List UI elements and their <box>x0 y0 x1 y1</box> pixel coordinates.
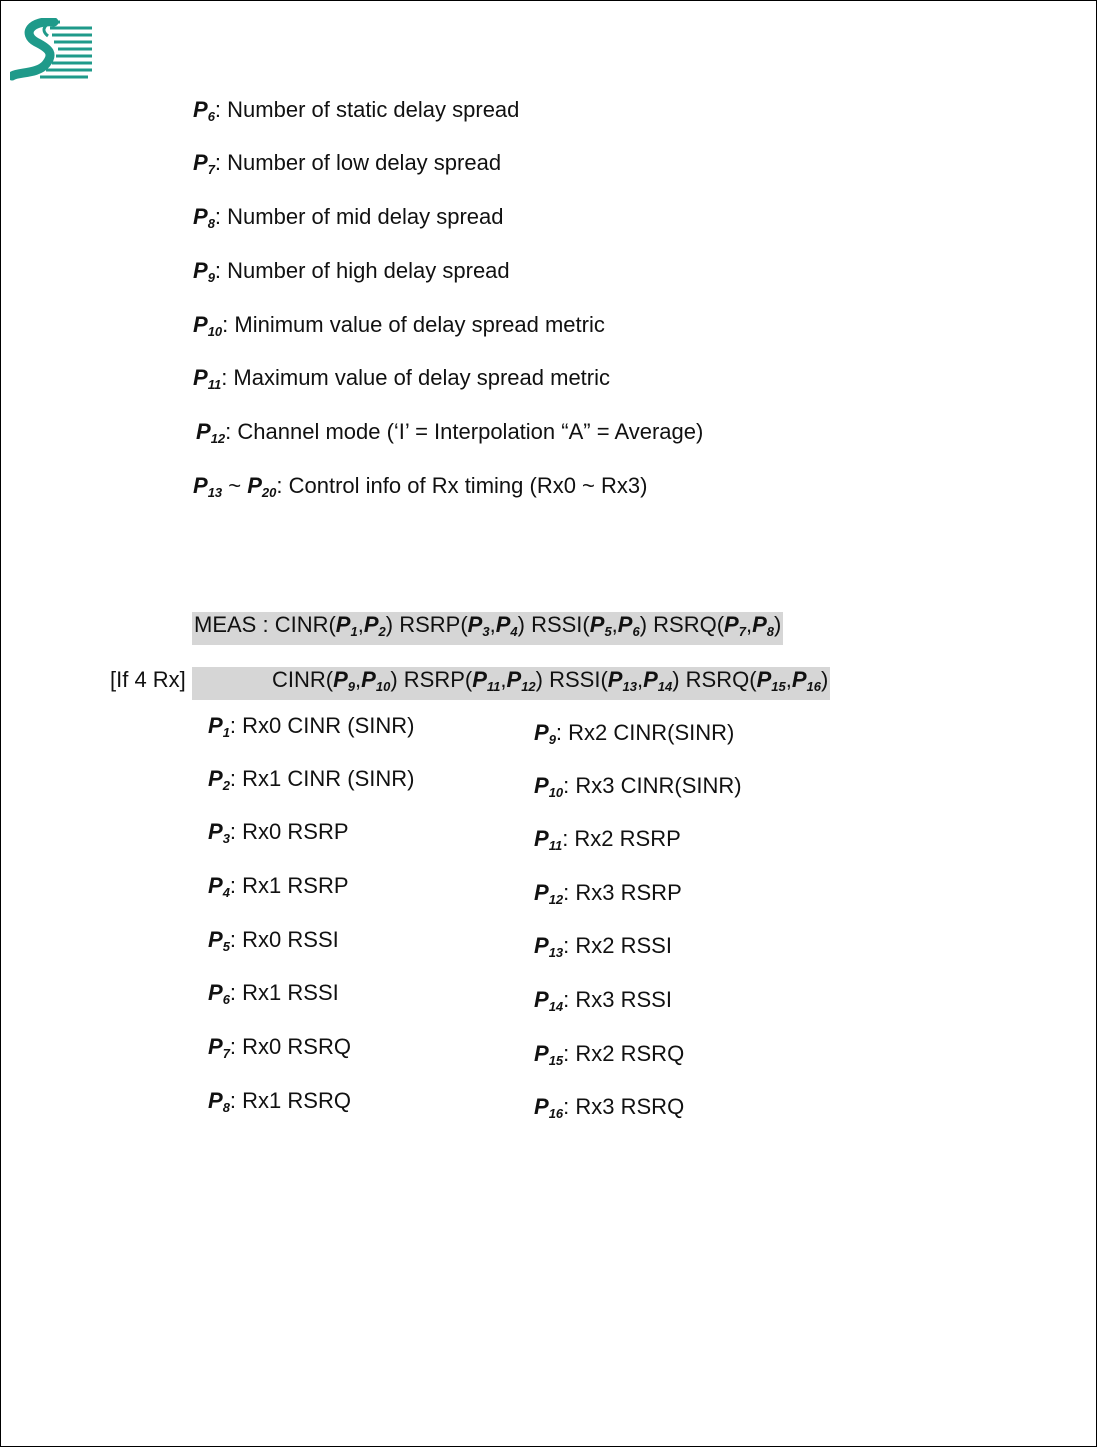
param-letter: P <box>247 473 262 498</box>
param-letter: P <box>534 933 549 958</box>
param-letter: P <box>534 880 549 905</box>
param-symbol <box>792 667 821 692</box>
parameter-item <box>193 365 610 398</box>
param-symbol <box>196 419 225 444</box>
param-subscript: 13 <box>548 945 564 960</box>
param-symbol <box>208 980 230 1005</box>
param-symbol <box>534 826 562 851</box>
parameter-item <box>208 1088 351 1121</box>
param-symbol <box>193 365 221 390</box>
param-letter: P <box>589 612 605 637</box>
range-separator: ~ <box>222 473 248 498</box>
param-symbol <box>534 880 563 905</box>
parameter-item <box>193 312 605 345</box>
parameter-item <box>193 204 504 237</box>
parameter-item <box>208 1034 351 1067</box>
metric-name: ) RSRQ( <box>639 612 725 637</box>
param-subscript: 12 <box>548 892 564 907</box>
param-subscript: 15 <box>548 1053 564 1068</box>
parameter-item <box>534 880 682 913</box>
param-letter: P <box>208 980 223 1005</box>
four-rx-label: [If 4 Rx] <box>110 667 186 692</box>
param-symbol <box>208 1088 230 1113</box>
parameter-description: : Rx3 RSRP <box>563 880 682 905</box>
param-letter: P <box>335 612 351 637</box>
param-symbol <box>208 713 230 738</box>
param-letter: P <box>208 873 223 898</box>
metric-name: ) RSRP( <box>390 667 473 692</box>
comma: , <box>785 667 792 692</box>
param-subscript: 16 <box>806 679 821 694</box>
four-rx-formula <box>192 667 830 700</box>
closing-paren: ) <box>821 667 829 692</box>
param-subscript: 4 <box>510 624 518 639</box>
param-subscript: 6 <box>207 109 215 124</box>
closing-paren: ) <box>774 612 782 637</box>
comma: , <box>636 667 644 692</box>
param-symbol <box>534 720 556 745</box>
comma: , <box>489 612 496 637</box>
param-letter: P <box>534 826 549 851</box>
param-symbol <box>534 1094 563 1119</box>
comma: , <box>355 667 362 692</box>
param-subscript: 7 <box>222 1046 230 1061</box>
param-subscript: 8 <box>207 216 215 231</box>
param-symbol <box>534 933 563 958</box>
param-symbol <box>193 312 222 337</box>
param-subscript: 5 <box>604 624 612 639</box>
param-symbol <box>507 667 536 692</box>
comma: , <box>745 612 753 637</box>
metric-name: ) RSSI( <box>517 612 590 637</box>
meas-formula <box>192 612 783 645</box>
param-symbol <box>193 473 222 498</box>
parameter-item <box>534 1094 684 1127</box>
parameter-item <box>193 150 501 183</box>
param-letter: P <box>333 667 348 692</box>
parameter-description: : Number of static delay spread <box>214 97 520 122</box>
param-subscript: 1 <box>350 624 358 639</box>
parameter-item <box>208 873 349 906</box>
param-subscript: 4 <box>222 885 230 900</box>
param-letter: P <box>193 473 208 498</box>
param-symbol <box>534 987 563 1012</box>
parameter-item <box>193 258 510 291</box>
param-letter: P <box>208 927 223 952</box>
meas-prefix: MEAS : <box>194 612 275 637</box>
parameter-description: : Number of low delay spread <box>214 150 502 175</box>
param-subscript: 10 <box>375 679 391 694</box>
parameter-item <box>534 987 672 1020</box>
param-subscript: 7 <box>207 162 215 177</box>
param-subscript: 12 <box>210 431 226 446</box>
param-symbol <box>193 258 215 283</box>
param-symbol <box>724 612 746 637</box>
param-symbol <box>618 612 640 637</box>
param-letter: P <box>534 773 549 798</box>
param-subscript: 8 <box>766 624 775 639</box>
param-subscript: 11 <box>548 838 563 853</box>
param-symbol <box>472 667 500 692</box>
parameter-description: : Rx3 CINR(SINR) <box>563 773 742 798</box>
parameter-description: : Rx2 RSSI <box>563 933 672 958</box>
param-subscript: 13 <box>622 679 637 694</box>
param-letter: P <box>193 365 208 390</box>
param-subscript: 11 <box>207 377 222 392</box>
parameter-item <box>193 473 647 506</box>
param-subscript: 9 <box>207 270 215 285</box>
param-letter: P <box>791 667 807 692</box>
parameter-description: : Channel mode (‘I’ = Interpolation “A” = Average) <box>225 419 704 444</box>
param-letter: P <box>534 987 549 1012</box>
param-symbol <box>534 1041 563 1066</box>
param-letter: P <box>193 258 208 283</box>
param-symbol <box>364 612 386 637</box>
metric-name: CINR( <box>272 667 334 692</box>
parameter-description: : Rx3 RSSI <box>563 987 672 1012</box>
parameter-item <box>208 819 349 852</box>
parameter-description: : Maximum value of delay spread metric <box>221 365 611 390</box>
param-symbol <box>333 667 355 692</box>
param-subscript: 2 <box>378 624 386 639</box>
comma: , <box>500 667 507 692</box>
param-subscript: 9 <box>347 679 356 694</box>
parameter-description: : Number of mid delay spread <box>214 204 504 229</box>
param-symbol <box>336 612 358 637</box>
param-letter: P <box>724 612 739 637</box>
param-letter: P <box>193 312 208 337</box>
param-letter: P <box>363 612 379 637</box>
param-symbol <box>193 97 215 122</box>
parameter-description: : Rx2 RSRP <box>562 826 681 851</box>
param-subscript: 10 <box>548 785 564 800</box>
param-letter: P <box>193 150 208 175</box>
param-symbol <box>193 150 215 175</box>
param-letter: P <box>534 720 549 745</box>
param-subscript: 3 <box>222 831 230 846</box>
metric-name: ) RSRQ( <box>672 667 757 692</box>
parameter-item <box>196 419 703 452</box>
parameter-description: : Minimum value of delay spread metric <box>222 312 605 337</box>
parameter-description: : Rx1 RSRP <box>229 873 349 898</box>
param-subscript: 16 <box>548 1106 564 1121</box>
parameter-item <box>193 97 519 130</box>
param-letter: P <box>208 1088 223 1113</box>
param-letter: P <box>467 612 483 637</box>
parameter-description: : Rx3 RSRQ <box>563 1094 685 1119</box>
comma: , <box>611 612 618 637</box>
param-letter: P <box>756 667 772 692</box>
param-letter: P <box>506 667 522 692</box>
parameter-item <box>208 927 339 960</box>
param-symbol <box>208 819 230 844</box>
param-subscript: 7 <box>738 624 746 639</box>
metric-name: ) RSSI( <box>535 667 608 692</box>
param-letter: P <box>208 713 223 738</box>
param-symbol <box>247 473 276 498</box>
param-letter: P <box>495 612 511 637</box>
param-symbol <box>208 1034 230 1059</box>
param-letter: P <box>643 667 658 692</box>
param-symbol <box>361 667 390 692</box>
param-letter: P <box>208 766 223 791</box>
company-logo-icon <box>10 18 94 84</box>
param-subscript: 14 <box>548 999 564 1014</box>
parameter-item <box>208 980 339 1013</box>
param-symbol <box>193 204 215 229</box>
param-letter: P <box>534 1094 549 1119</box>
param-symbol <box>496 612 518 637</box>
param-subscript: 1 <box>222 725 230 740</box>
param-subscript: 2 <box>222 778 230 793</box>
param-symbol <box>643 667 672 692</box>
parameter-description: : Rx0 CINR (SINR) <box>229 713 415 738</box>
param-subscript: 13 <box>207 485 223 500</box>
param-symbol <box>468 612 490 637</box>
param-letter: P <box>196 419 211 444</box>
param-symbol <box>534 773 563 798</box>
param-subscript: 8 <box>222 1100 230 1115</box>
parameter-description: : Rx2 CINR(SINR) <box>555 720 735 745</box>
param-letter: P <box>208 819 223 844</box>
metric-name: ) RSRP( <box>385 612 468 637</box>
parameter-item <box>534 1041 684 1074</box>
param-subscript: 9 <box>548 732 556 747</box>
comma: , <box>357 612 364 637</box>
param-symbol <box>208 766 230 791</box>
param-letter: P <box>472 667 487 692</box>
parameter-description: : Rx1 RSRQ <box>229 1088 351 1113</box>
metric-name: CINR( <box>274 612 336 637</box>
param-subscript: 15 <box>771 679 786 694</box>
parameter-description: : Rx1 RSSI <box>229 980 339 1005</box>
parameter-item <box>208 713 414 746</box>
param-symbol <box>590 612 612 637</box>
parameter-item <box>534 720 734 753</box>
param-subscript: 12 <box>521 679 536 694</box>
param-symbol <box>208 927 230 952</box>
param-symbol <box>752 612 774 637</box>
param-letter: P <box>617 612 633 637</box>
parameter-description: : Rx0 RSRQ <box>229 1034 351 1059</box>
param-letter: P <box>361 667 376 692</box>
parameter-item <box>534 773 742 806</box>
param-symbol <box>608 667 637 692</box>
param-subscript: 5 <box>222 939 230 954</box>
param-subscript: 6 <box>222 992 230 1007</box>
param-letter: P <box>208 1034 223 1059</box>
param-letter: P <box>193 97 208 122</box>
parameter-description: : Rx0 RSRP <box>229 819 349 844</box>
param-letter: P <box>193 204 208 229</box>
parameter-description: : Rx2 RSRQ <box>563 1041 685 1066</box>
param-subscript: 14 <box>657 679 673 694</box>
parameter-item <box>208 766 414 799</box>
param-letter: P <box>607 667 623 692</box>
parameter-description: : Number of high delay spread <box>214 258 510 283</box>
parameter-description: : Control info of Rx timing (Rx0 ~ Rx3) <box>276 473 648 498</box>
param-subscript: 6 <box>632 624 640 639</box>
param-symbol <box>208 873 230 898</box>
parameter-item <box>534 933 672 966</box>
param-letter: P <box>752 612 767 637</box>
param-subscript: 20 <box>261 485 277 500</box>
param-subscript: 3 <box>482 624 490 639</box>
parameter-item <box>534 826 681 859</box>
param-symbol <box>757 667 786 692</box>
parameter-description: : Rx1 CINR (SINR) <box>229 766 415 791</box>
param-letter: P <box>534 1041 549 1066</box>
param-subscript: 10 <box>207 324 223 339</box>
parameter-description: : Rx0 RSSI <box>229 927 339 952</box>
param-subscript: 11 <box>486 679 501 694</box>
